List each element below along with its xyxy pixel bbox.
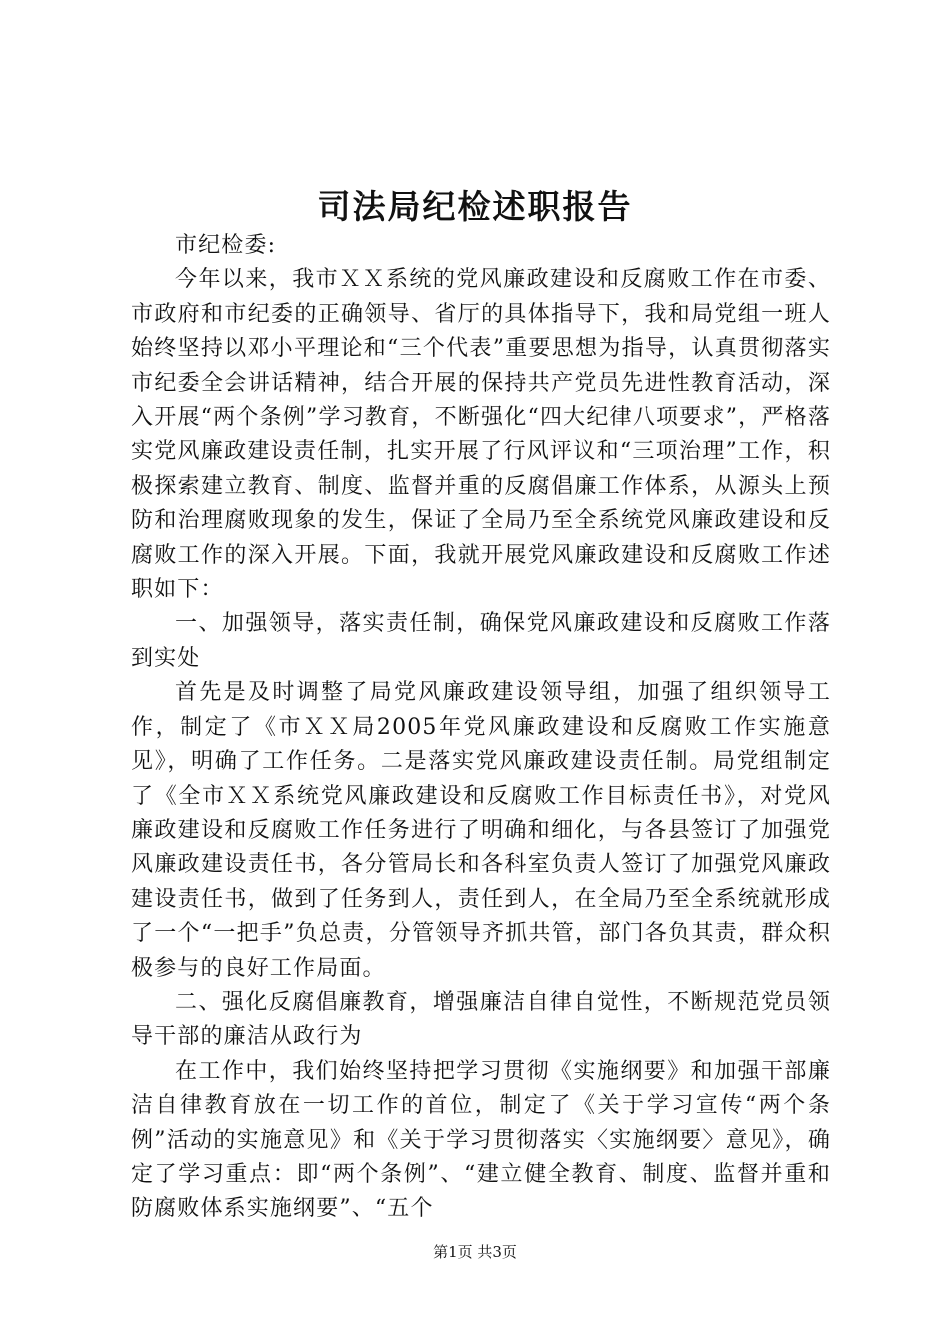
section-heading-2: 二、强化反腐倡廉教育，增强廉洁自律自觉性，不断规范党员领导干部的廉洁从政行为 [131, 989, 831, 1050]
paragraph-section-1: 首先是及时调整了局党风廉政建设领导组，加强了组织领导工作，制定了《市ＸＸ局2005年党风廉政建设和反腐败工作实施意见》，明确了工作任务。二是落实党风廉政建设责任制。局党组制定了《全市ＸＸ系统党风廉政建设和反腐败工作目标责任书》，对党风廉政建设和反腐败工作任务进行了明确和细化，与各县签订了加强党风廉政建设责任书，各分管局长和各科室负责人签订了加强党风廉政建设责任书，做到了任务到人，责任到人，在全局乃至全系统就形成了一个“一把手”负总责，分管领导齐抓共管，部门各负其责，群众积极参与的良好工作局面。 [131, 680, 831, 981]
paragraph-intro: 今年以来，我市ＸＸ系统的党风廉政建设和反腐败工作在市委、市政府和市纪委的正确领导、省厅的具体指导下，我和局党组一班人始终坚持以邓小平理论和“三个代表”重要思想为指导，认真贯彻落实市纪委全会讲话精神，结合开展的保持共产党员先进性教育活动，深入开展“两个条例”学习教育，不断强化“四大纪律八项要求”，严格落实党风廉政建设责任制，扎实开展了行风评议和“三项治理”工作，积极探索建立教育、制度、监督并重的反腐倡廉工作体系，从源头上预防和治理腐败现象的发生，保证了全局乃至全系统党风廉政建设和反腐败工作的深入开展。下面，我就开展党风廉政建设和反腐败工作述职如下： [131, 267, 831, 603]
document-body [131, 229, 831, 1227]
document-title: 司法局纪检述职报告 [317, 187, 633, 226]
salutation: 市纪检委: [175, 233, 277, 258]
section-heading-1: 一、加强领导，落实责任制，确保党风廉政建设和反腐败工作落到实处 [131, 611, 831, 671]
page-number-footer: 第1页 共3页 [433, 1243, 517, 1261]
paragraph-section-2: 在工作中，我们始终坚持把学习贯彻《实施纲要》和加强干部廉洁自律教育放在一切工作的首位，制定了《关于学习宣传“两个条例”活动的实施意见》和《关于学习贯彻落实〈实施纲要〉意见》，确定了学习重点：即“两个条例”、“建立健全教育、制度、监督并重和防腐败体系实施纲要”、“五个 [131, 1058, 831, 1222]
